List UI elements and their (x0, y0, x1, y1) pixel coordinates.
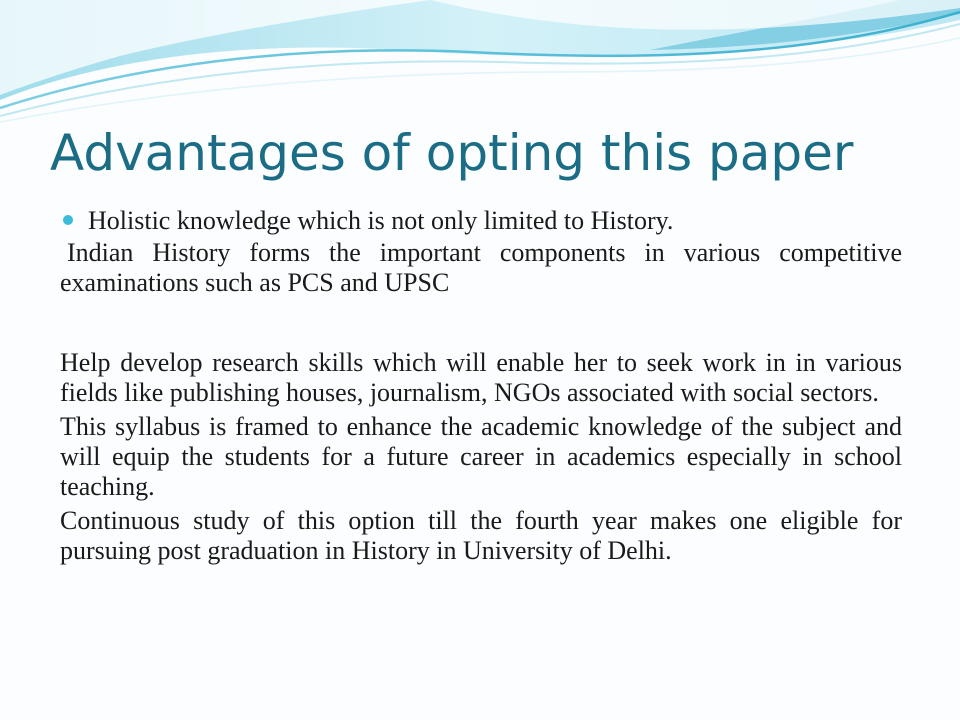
list-item (60, 238, 902, 298)
list-item (60, 206, 902, 236)
list-item-text: This syllabus is framed to enhance the academic knowledge of the subject and will equip the students for a future career in academics especially in school teaching. (60, 412, 902, 501)
list-item-text: Help develop research skills which will enable her to seek work in in various fields like publishing houses, journalism, NGOs associated with social sectors. (60, 348, 902, 407)
list-item (60, 506, 902, 566)
list-item-text: Continuous study of this option till the fourth year makes one eligible for pursuing post graduation in History in University of Delhi. (60, 506, 902, 565)
list-item (60, 412, 902, 502)
list-item-text: Indian History forms the important components in various competitive examinations such as PCS and UPSC (60, 238, 902, 297)
decorative-wave-header (0, 0, 960, 130)
content-list (60, 206, 902, 566)
slide-title: Advantages of opting this paper (50, 124, 854, 182)
list-item-text: Holistic knowledge which is not only limited to History. (88, 206, 674, 235)
bullet-dot-icon (63, 215, 73, 225)
list-item (60, 348, 902, 408)
